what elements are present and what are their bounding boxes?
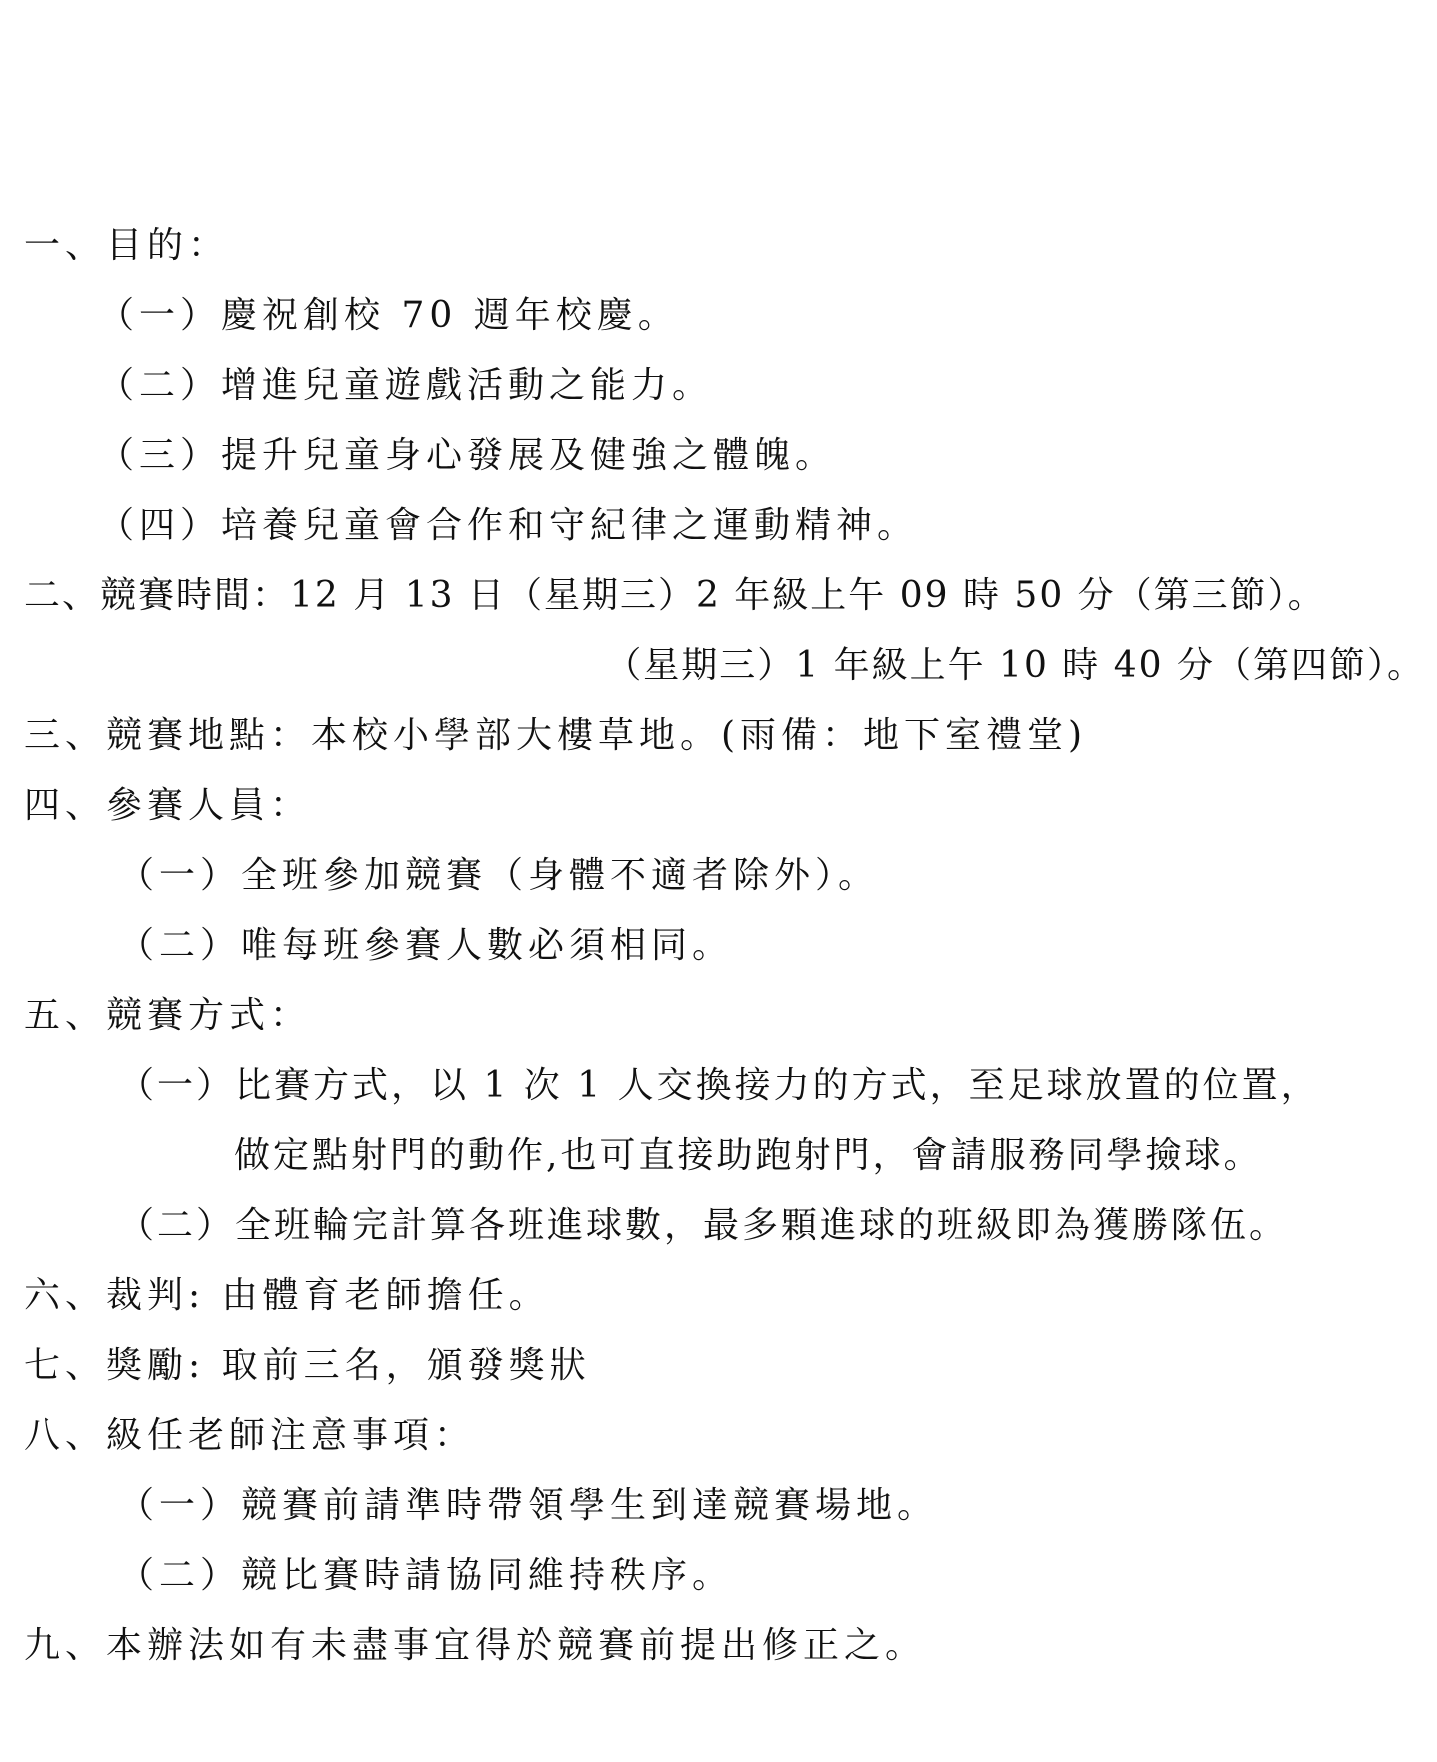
section-5-item-1-line-2: 做定點射門的動作,也可直接助跑射門，會請服務同學撿球。 bbox=[234, 1135, 1263, 1176]
section-5-heading: 五、競賽方式： bbox=[24, 995, 312, 1036]
section-2-time-line-1: 二、競賽時間：12 月 13 日（星期三）2 年級上午 09 時 50 分（第三節）。 bbox=[24, 575, 1326, 616]
document-title-line-2 bbox=[0, 122, 1437, 174]
section-1-item-1: （一）慶祝創校 70 週年校慶。 bbox=[98, 295, 679, 336]
section-1-heading: 一、目的： bbox=[24, 225, 230, 266]
document-title-line-1 bbox=[0, 46, 1437, 98]
section-1-item-3: （三）提升兒童身心發展及健強之體魄。 bbox=[98, 435, 837, 476]
section-7-awards: 七、獎勵: 取前三名，頒發獎狀 bbox=[24, 1345, 591, 1386]
section-4-item-2: （二）唯每班參賽人數必須相同。 bbox=[118, 925, 734, 966]
section-9-note: 九、本辦法如有未盡事宜得於競賽前提出修正之。 bbox=[24, 1625, 927, 1666]
section-4-heading: 四、參賽人員： bbox=[24, 785, 312, 826]
section-6-referee: 六、裁判: 由體育老師擔任。 bbox=[24, 1275, 550, 1316]
section-8-item-2: （二）競比賽時請協同維持秩序。 bbox=[118, 1555, 734, 1596]
section-4-item-1: （一）全班參加競賽（身體不適者除外）。 bbox=[118, 855, 880, 896]
section-2-time-line-2: （星期三）1 年級上午 10 時 40 分（第四節）。 bbox=[605, 645, 1425, 686]
section-5-item-2: （二）全班輪完計算各班進球數，最多顆進球的班級即為獲勝隊伍。 bbox=[118, 1205, 1289, 1246]
section-8-item-1: （一）競賽前請準時帶領學生到達競賽場地。 bbox=[118, 1485, 939, 1526]
section-3-location: 三、競賽地點：本校小學部大樓草地。(雨備：地下室禮堂) bbox=[24, 715, 1088, 756]
section-1-item-2: （二）增進兒童遊戲活動之能力。 bbox=[98, 365, 714, 406]
section-5-item-1-line-1: （一）比賽方式，以 1 次 1 人交換接力的方式，至足球放置的位置， bbox=[118, 1065, 1320, 1106]
section-8-heading: 八、級任老師注意事項： bbox=[24, 1415, 476, 1456]
section-1-item-4: （四）培養兒童會合作和守紀律之運動精神。 bbox=[98, 505, 919, 546]
